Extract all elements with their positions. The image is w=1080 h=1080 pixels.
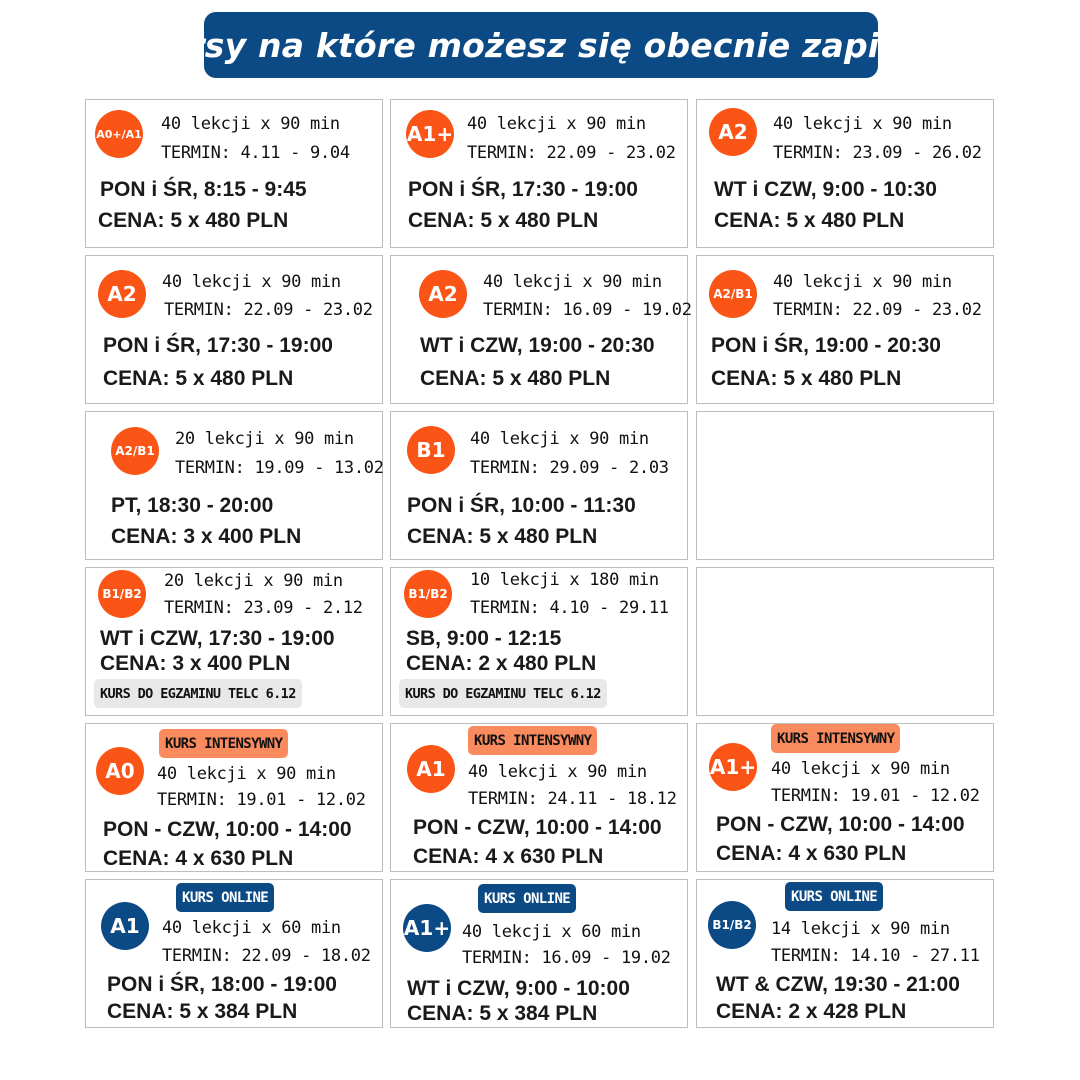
online-tag: KURS ONLINE [785, 882, 883, 911]
term-text: TERMIN: 22.09 - 23.02 [773, 300, 982, 320]
course-card[interactable] [390, 567, 688, 716]
course-card[interactable] [696, 723, 994, 872]
term-text: TERMIN: 16.09 - 19.02 [483, 300, 692, 320]
term-text: TERMIN: 22.09 - 23.02 [164, 300, 373, 320]
schedule-text: PON i ŚR, 17:30 - 19:00 [103, 334, 333, 357]
exam-tag: KURS DO EGZAMINU TELC 6.12 [399, 679, 607, 708]
schedule-text: PON - CZW, 10:00 - 14:00 [413, 816, 662, 839]
schedule-text: PON i ŚR, 8:15 - 9:45 [100, 178, 307, 201]
lessons-text: 20 lekcji x 90 min [164, 571, 343, 591]
lessons-text: 40 lekcji x 60 min [462, 922, 641, 942]
schedule-text: WT i CZW, 19:00 - 20:30 [420, 334, 655, 357]
price-text: CENA: 5 x 480 PLN [103, 367, 294, 390]
course-card[interactable] [390, 879, 688, 1028]
term-text: TERMIN: 24.11 - 18.12 [468, 789, 677, 809]
course-card[interactable] [85, 99, 383, 248]
level-badge: B1/B2 [708, 901, 756, 949]
price-text: CENA: 5 x 480 PLN [98, 209, 289, 232]
term-text: TERMIN: 22.09 - 23.02 [467, 143, 676, 163]
level-badge: B1/B2 [98, 570, 146, 618]
term-text: TERMIN: 19.01 - 12.02 [771, 786, 980, 806]
lessons-text: 40 lekcji x 90 min [483, 272, 662, 292]
schedule-text: WT i CZW, 9:00 - 10:00 [407, 977, 630, 1000]
level-badge: B1/B2 [404, 570, 452, 618]
level-badge: A1+ [403, 904, 451, 952]
price-text: CENA: 5 x 480 PLN [407, 525, 598, 548]
level-badge: A1+ [709, 743, 757, 791]
schedule-text: WT i CZW, 9:00 - 10:30 [714, 178, 937, 201]
course-card[interactable] [390, 255, 692, 404]
price-text: CENA: 2 x 428 PLN [716, 1000, 907, 1023]
schedule-text: PON - CZW, 10:00 - 14:00 [103, 818, 352, 841]
lessons-text: 40 lekcji x 90 min [470, 429, 649, 449]
lessons-text: 40 lekcji x 90 min [162, 272, 341, 292]
term-text: TERMIN: 22.09 - 18.02 [162, 946, 371, 966]
term-text: TERMIN: 14.10 - 27.11 [771, 946, 980, 966]
term-text: TERMIN: 4.11 - 9.04 [161, 143, 350, 163]
schedule-text: PON - CZW, 10:00 - 14:00 [716, 813, 965, 836]
intensive-tag: KURS INTENSYWNY [771, 724, 900, 753]
lessons-text: 40 lekcji x 90 min [468, 762, 647, 782]
price-text: CENA: 2 x 480 PLN [406, 652, 597, 675]
empty-card [696, 567, 994, 716]
level-badge: A0 [96, 747, 144, 795]
level-badge: A1+ [406, 110, 454, 158]
level-badge: A1 [407, 745, 455, 793]
term-text: TERMIN: 23.09 - 2.12 [164, 598, 363, 618]
level-badge: A2 [709, 108, 757, 156]
schedule-text: WT i CZW, 17:30 - 19:00 [100, 627, 335, 650]
term-text: TERMIN: 4.10 - 29.11 [470, 598, 669, 618]
exam-tag: KURS DO EGZAMINU TELC 6.12 [94, 679, 302, 708]
schedule-text: SB, 9:00 - 12:15 [406, 627, 562, 650]
course-card[interactable] [696, 255, 994, 404]
price-text: CENA: 5 x 480 PLN [711, 367, 902, 390]
price-text: CENA: 4 x 630 PLN [413, 845, 604, 868]
term-text: TERMIN: 19.09 - 13.02 [175, 458, 384, 478]
schedule-text: PON i ŚR, 19:00 - 20:30 [711, 334, 941, 357]
schedule-text: PON i ŚR, 18:00 - 19:00 [107, 973, 337, 996]
lessons-text: 40 lekcji x 90 min [773, 114, 952, 134]
lessons-text: 40 lekcji x 90 min [161, 114, 340, 134]
lessons-text: 40 lekcji x 60 min [162, 918, 341, 938]
schedule-text: PON i ŚR, 10:00 - 11:30 [407, 494, 636, 517]
lessons-text: 40 lekcji x 90 min [773, 272, 952, 292]
price-text: CENA: 3 x 400 PLN [111, 525, 302, 548]
course-card[interactable] [696, 99, 994, 248]
price-text: CENA: 5 x 480 PLN [714, 209, 905, 232]
page-title: Kursy na które możesz się obecnie zapisać [140, 25, 942, 65]
schedule-text: PON i ŚR, 17:30 - 19:00 [408, 178, 638, 201]
online-tag: KURS ONLINE [176, 883, 274, 912]
course-card[interactable] [390, 99, 688, 248]
intensive-tag: KURS INTENSYWNY [159, 729, 288, 758]
level-badge: A2 [98, 270, 146, 318]
level-badge: A2/B1 [709, 270, 757, 318]
course-card[interactable] [85, 567, 383, 716]
level-badge: A2 [419, 270, 467, 318]
course-card[interactable] [85, 255, 383, 404]
course-card[interactable] [390, 723, 688, 872]
price-text: CENA: 4 x 630 PLN [716, 842, 907, 865]
lessons-text: 40 lekcji x 90 min [467, 114, 646, 134]
lessons-text: 40 lekcji x 90 min [157, 764, 336, 784]
course-card[interactable] [390, 411, 688, 560]
level-badge: A0+/A1 [95, 110, 143, 158]
price-text: CENA: 5 x 384 PLN [407, 1002, 598, 1025]
course-card[interactable] [85, 879, 383, 1028]
schedule-text: WT & CZW, 19:30 - 21:00 [716, 973, 960, 996]
term-text: TERMIN: 19.01 - 12.02 [157, 790, 366, 810]
level-badge: B1 [407, 426, 455, 474]
lessons-text: 14 lekcji x 90 min [771, 919, 950, 939]
intensive-tag: KURS INTENSYWNY [468, 726, 597, 755]
lessons-text: 40 lekcji x 90 min [771, 759, 950, 779]
term-text: TERMIN: 16.09 - 19.02 [462, 948, 671, 968]
course-card[interactable] [85, 723, 383, 872]
lessons-text: 20 lekcji x 90 min [175, 429, 354, 449]
price-text: CENA: 5 x 480 PLN [420, 367, 611, 390]
empty-card [696, 411, 994, 560]
level-badge: A2/B1 [111, 427, 159, 475]
term-text: TERMIN: 23.09 - 26.02 [773, 143, 982, 163]
schedule-text: PT, 18:30 - 20:00 [111, 494, 274, 517]
level-badge: A1 [101, 902, 149, 950]
online-tag: KURS ONLINE [478, 884, 576, 913]
lessons-text: 10 lekcji x 180 min [470, 570, 659, 590]
course-card[interactable] [85, 411, 383, 560]
price-text: CENA: 4 x 630 PLN [103, 847, 294, 870]
price-text: CENA: 5 x 480 PLN [408, 209, 599, 232]
page-header [140, 12, 942, 78]
price-text: CENA: 3 x 400 PLN [100, 652, 291, 675]
price-text: CENA: 5 x 384 PLN [107, 1000, 298, 1023]
course-card[interactable] [696, 879, 994, 1028]
term-text: TERMIN: 29.09 - 2.03 [470, 458, 669, 478]
